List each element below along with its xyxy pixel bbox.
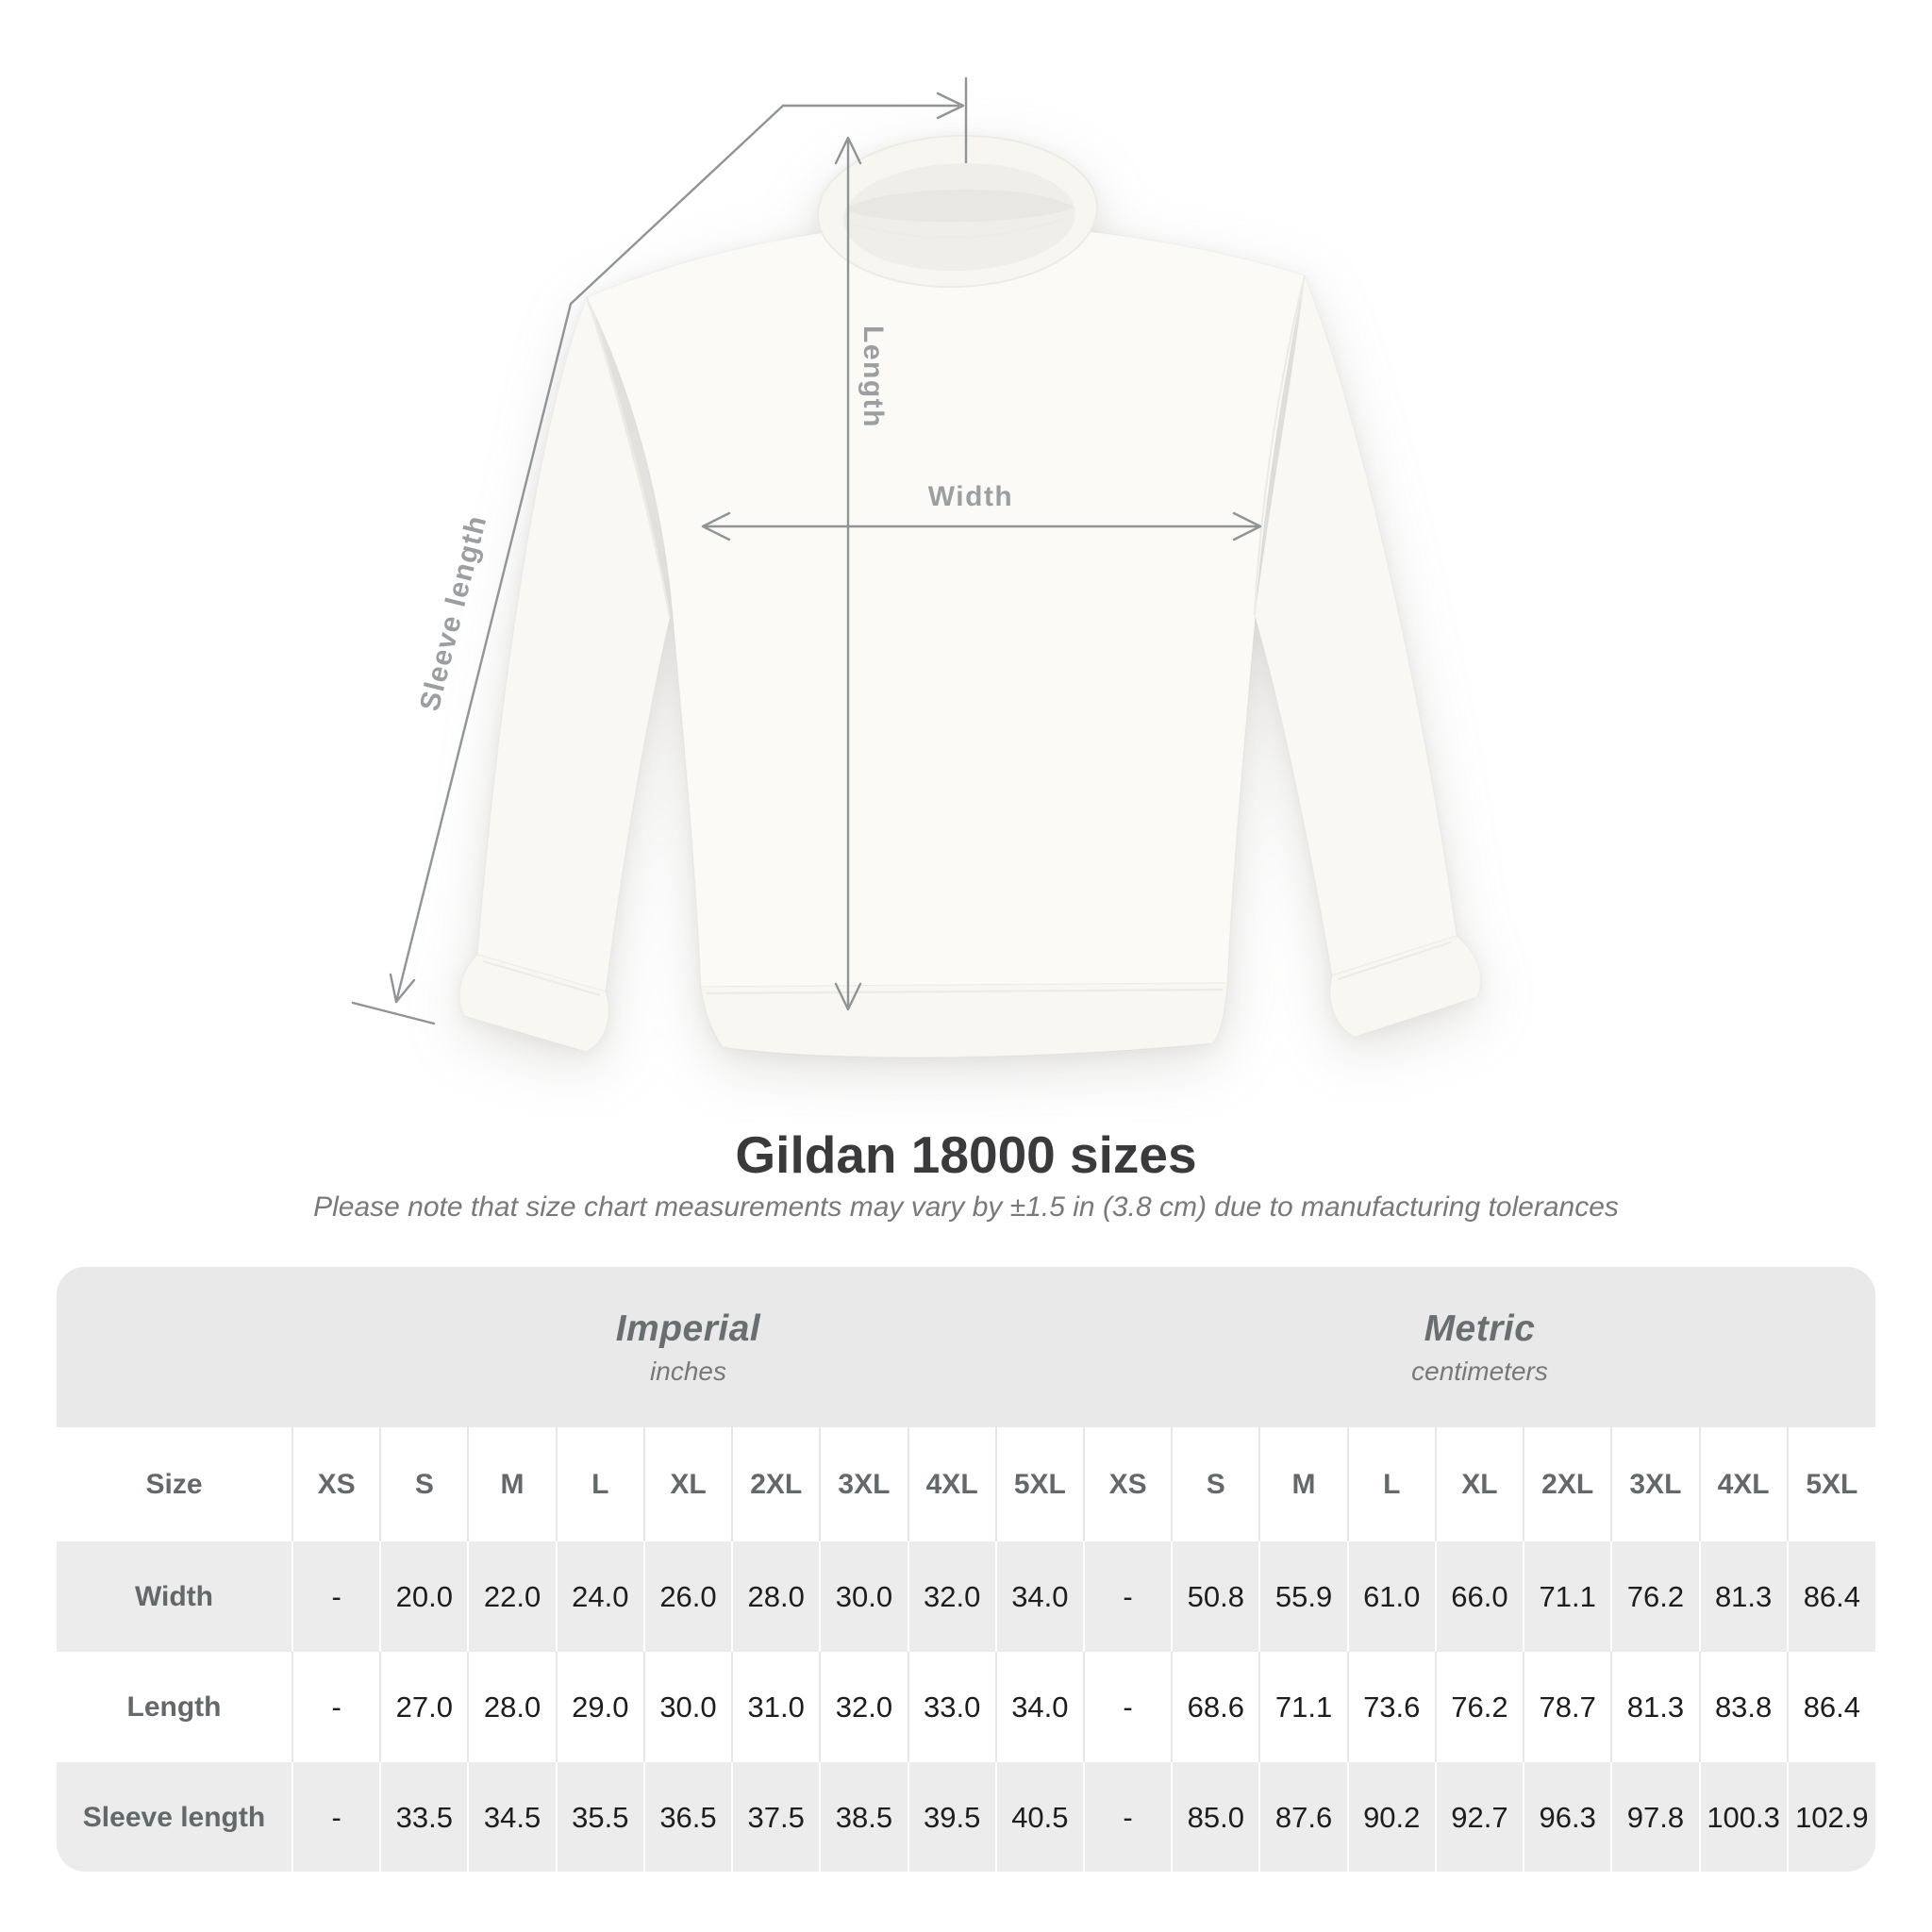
measurement-value: 27.0	[380, 1652, 468, 1762]
measurement-value: 37.5	[732, 1762, 820, 1872]
measurement-value: 34.5	[468, 1762, 556, 1872]
sweatshirt-body	[587, 223, 1305, 987]
measurement-value: 86.4	[1788, 1652, 1875, 1762]
measurement-row	[57, 1762, 1875, 1872]
imperial-title: Imperial	[615, 1307, 761, 1349]
page-title: Gildan 18000 sizes	[735, 1125, 1197, 1184]
size-header-cell: 5XL	[1788, 1427, 1875, 1541]
measurement-value: -	[292, 1541, 380, 1652]
measurement-value: 83.8	[1700, 1652, 1788, 1762]
measurement-value: 32.0	[820, 1652, 908, 1762]
metric-unit: centimeters	[1411, 1356, 1548, 1386]
size-header-cell: 2XL	[1524, 1427, 1611, 1541]
measurement-value: 20.0	[380, 1541, 468, 1652]
sweatshirt-illustration	[459, 131, 1480, 1058]
measurement-value: 76.2	[1436, 1652, 1524, 1762]
measurement-value: 102.9	[1788, 1762, 1875, 1872]
measurement-value: 86.4	[1788, 1541, 1875, 1652]
measurement-value: 87.6	[1259, 1762, 1347, 1872]
sleeve-end-tick	[353, 1003, 434, 1024]
measurement-value: 92.7	[1436, 1762, 1524, 1872]
size-header-cell: 3XL	[820, 1427, 908, 1541]
measurement-value: 66.0	[1436, 1541, 1524, 1652]
size-header-cell: 4XL	[1700, 1427, 1788, 1541]
measurement-value: 71.1	[1259, 1652, 1347, 1762]
width-label: Width	[927, 481, 1014, 512]
size-header-cell: L	[1348, 1427, 1436, 1541]
measurement-value: 34.0	[996, 1541, 1084, 1652]
measurement-value: 55.9	[1259, 1541, 1347, 1652]
measurement-value: 85.0	[1172, 1762, 1259, 1872]
unit-header-band	[57, 1267, 1875, 1427]
measurement-value: 61.0	[1348, 1541, 1436, 1652]
size-header-cell: 5XL	[996, 1427, 1084, 1541]
measurement-value: 36.5	[644, 1762, 732, 1872]
measurement-value: 35.5	[557, 1762, 644, 1872]
measurement-value: 78.7	[1524, 1652, 1611, 1762]
measurement-value: 73.6	[1348, 1652, 1436, 1762]
size-header-row	[57, 1427, 1875, 1541]
sleeve-length-label: Sleeve length	[414, 511, 493, 714]
measurement-value: 34.0	[996, 1652, 1084, 1762]
measurement-value: -	[1084, 1652, 1172, 1762]
size-header-cell: 4XL	[908, 1427, 996, 1541]
measurement-value: 29.0	[557, 1652, 644, 1762]
measurement-value: 71.1	[1524, 1541, 1611, 1652]
size-header-cell: 2XL	[732, 1427, 820, 1541]
page-subtitle: Please note that size chart measurements may vary by ±1.5 in (3.8 cm) due to manufacturing tolerances	[313, 1191, 1619, 1223]
imperial-header	[292, 1267, 1084, 1427]
metric-title: Metric	[1424, 1307, 1536, 1349]
measurement-value: 28.0	[732, 1541, 820, 1652]
measurement-value: -	[1084, 1541, 1172, 1652]
measurement-value: 28.0	[468, 1652, 556, 1762]
measurement-value: 33.5	[380, 1762, 468, 1872]
measurement-value: 40.5	[996, 1762, 1084, 1872]
measurement-row	[57, 1652, 1875, 1762]
measurement-value: 30.0	[820, 1541, 908, 1652]
measurement-value: -	[292, 1762, 380, 1872]
measurement-value: 38.5	[820, 1762, 908, 1872]
measurement-value: 31.0	[732, 1652, 820, 1762]
row-label: Width	[134, 1580, 214, 1612]
measurement-value: 76.2	[1611, 1541, 1699, 1652]
measurement-value: 30.0	[644, 1652, 732, 1762]
measurement-value: 100.3	[1700, 1762, 1788, 1872]
size-header-cell: M	[1259, 1427, 1347, 1541]
measurement-value: 32.0	[908, 1541, 996, 1652]
metric-header	[1084, 1267, 1875, 1427]
length-label: Length	[858, 325, 889, 428]
imperial-unit: inches	[650, 1356, 726, 1386]
size-table	[57, 1267, 1875, 1872]
measurement-value: 81.3	[1700, 1541, 1788, 1652]
size-header-cell: S	[380, 1427, 468, 1541]
size-header-cell: XS	[292, 1427, 380, 1541]
row-label: Length	[126, 1690, 222, 1723]
measurement-value: 68.6	[1172, 1652, 1259, 1762]
measurement-row	[57, 1541, 1875, 1652]
size-column-header: Size	[145, 1468, 203, 1500]
measurement-value: 26.0	[644, 1541, 732, 1652]
measurements-table	[57, 1427, 1875, 1872]
size-header-cell: L	[557, 1427, 644, 1541]
size-header-cell: XS	[1084, 1427, 1172, 1541]
measurement-value: 24.0	[557, 1541, 644, 1652]
measurement-value: 97.8	[1611, 1762, 1699, 1872]
measurement-value: 39.5	[908, 1762, 996, 1872]
measurement-value: 22.0	[468, 1541, 556, 1652]
size-header-cell: 3XL	[1611, 1427, 1699, 1541]
row-label: Sleeve length	[82, 1801, 266, 1833]
size-header-cell: XL	[644, 1427, 732, 1541]
measurement-value: 50.8	[1172, 1541, 1259, 1652]
measurement-value: -	[292, 1652, 380, 1762]
measurement-value: 33.0	[908, 1652, 996, 1762]
measurement-value: 90.2	[1348, 1762, 1436, 1872]
measurement-value: 96.3	[1524, 1762, 1611, 1872]
band-spacer	[57, 1267, 292, 1427]
measurement-value: 81.3	[1611, 1652, 1699, 1762]
waistband	[701, 983, 1227, 1058]
size-header-cell: XL	[1436, 1427, 1524, 1541]
size-header-cell: M	[468, 1427, 556, 1541]
measurement-value: -	[1084, 1762, 1172, 1872]
size-header-cell: S	[1172, 1427, 1259, 1541]
